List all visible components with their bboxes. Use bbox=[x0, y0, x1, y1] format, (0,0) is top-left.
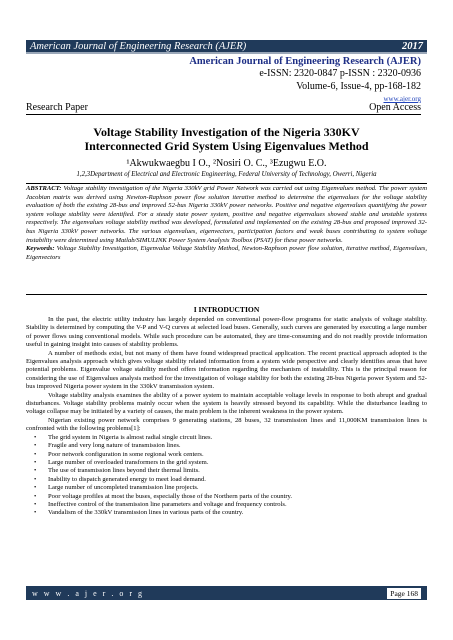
page-footer bbox=[26, 586, 427, 600]
list-item: • The grid system in Nigeria is almost radial single circuit lines. bbox=[34, 433, 213, 441]
title-line-1: Voltage Stability Investigation of the Nigeria 330KV bbox=[93, 125, 360, 139]
banner-journal-name: American Journal of Engineering Research (AJER) bbox=[30, 40, 247, 52]
footer-url[interactable]: w w w . a j e r . o r g bbox=[32, 588, 144, 598]
keywords-label: Keywords: bbox=[26, 245, 55, 253]
list-item: • Vandalism of the 330kV transmission lines in various parts of the country. bbox=[34, 509, 244, 517]
page-number: Page 168 bbox=[387, 588, 421, 599]
banner-year: 2017 bbox=[402, 40, 423, 52]
bullet-icon: • bbox=[34, 467, 37, 475]
intro-paragraph-1: In the past, the electric utility industry has largely depended on conventional power-flow programs for static analysis of voltage stability. Stability is determined by computing the V-P and V-Q curves at selected load buses. Generally, such curves are generated by executing a large number of power flows using conventional models. While such procedure can be automated, they are time-consuming and do not readily provide information useful in gaining insight into causes of stability problems. bbox=[26, 316, 427, 349]
paper-type: Research Paper bbox=[26, 102, 88, 113]
bullet-icon: • bbox=[34, 500, 37, 508]
volume-line: Volume-6, Issue-4, pp-168-182 bbox=[296, 81, 421, 92]
bullet-icon: • bbox=[34, 484, 37, 492]
section-heading: I INTRODUCTION bbox=[193, 305, 260, 314]
journal-site-link[interactable]: www.ajer.org bbox=[383, 95, 421, 103]
bullet-icon: • bbox=[34, 458, 37, 466]
abstract-top-rule bbox=[26, 183, 427, 184]
affiliation: 1,2,3Department of Electrical and Electronic Engineering, Federal University of Technology, Owerri, Nigeria bbox=[76, 171, 377, 178]
list-item: • Fragile and very long nature of transmission lines. bbox=[34, 442, 181, 450]
list-item: • Ineffective control of the transmission line parameters and voltage and frequency controls. bbox=[34, 500, 287, 508]
list-item: • Poor voltage profiles at most the buses, especially those of the Northern parts of the country. bbox=[34, 492, 293, 500]
title-line-2: Interconnected Grid System Using Eigenvalues Method bbox=[84, 139, 369, 153]
paper-type-bar bbox=[26, 102, 421, 115]
bullet-icon: • bbox=[34, 450, 37, 458]
intro-body bbox=[26, 316, 427, 518]
bullet-icon: • bbox=[34, 509, 37, 517]
paper-title bbox=[26, 125, 427, 153]
abstract-text: Voltage stability investigation of the Nigeria 330kV grid Power Network was carried out using Eigenvalues method. The power system Jacobian matrix was derived using Newton-Raphson power flow solution iterative method to determine the eigenvalues for the voltage stability evaluation of both the existing 28-bus and improved 52-bus Nigeria 330kV power networks. Positive and negative eigenvalues quantifying the power system voltage stability were identified. For a steady state power system, positive and negative eigenvalues showed stable and unstable systems respectively. The eigenvalues voltage stability method was developed, formulated and implemented on the existing 28-bus and proposed improved 32-bus Nigeria 330kV power networks. The various eigenvalues, eigenvectors, participation factors and weak buses contributing to system voltage instability were determined using Matlab/SIMULINK Power System Analysis Toolbox (PSAT) for these power networks. bbox=[26, 185, 427, 244]
journal-banner bbox=[26, 40, 427, 54]
list-item: • The use of transmission lines beyond their thermal limits. bbox=[34, 467, 200, 475]
abstract-bottom-rule bbox=[26, 294, 427, 295]
list-item: • Poor network configuration in some regional work centers. bbox=[34, 450, 204, 458]
problem-list bbox=[26, 434, 427, 518]
abstract-block bbox=[26, 185, 427, 262]
journal-name: American Journal of Engineering Research (AJER) bbox=[189, 56, 421, 67]
bullet-icon: • bbox=[34, 475, 37, 483]
list-item: • Large number of overloaded transformers in the grid system. bbox=[34, 458, 209, 466]
open-access-label: Open Access bbox=[369, 102, 421, 113]
intro-paragraph-4: Nigerian existing power network comprises 9 generating stations, 28 buses, 32 transmission lines and 11,000KM transmission lines is confronted with the following problems[1]: bbox=[26, 416, 427, 433]
list-item: • Inability to dispatch generated energy to meet load demand. bbox=[34, 475, 206, 483]
intro-paragraph-2: A number of methods exist, but not many of them have found widespread practical application. The recent practical approach adopted is the Eigenvalues analysis approach which gives voltage stability related information from a system wide perspective and clearly identifies areas that have potential problems. Eigenvalue voltage stability method offers information regarding the mechanism of instability. This is the principal reason for considering the use of Eigenvalues analysis method for the investigation of voltage stability for both the existing 28-bus Nigeria power System and 52-bus improved Nigeria power system in the 330kV transmission system. bbox=[26, 349, 427, 391]
list-item: • Large number of uncompleted transmission line projects. bbox=[34, 484, 199, 492]
keywords-text: Voltage Stability Investigation, Eigenvalue Voltage Stability Method, Newton-Raphson power flow solution, iterative method, Eigenvalues, Eigenvectors bbox=[26, 245, 427, 261]
issn-line: e-ISSN: 2320-0847 p-ISSN : 2320-0936 bbox=[259, 68, 421, 79]
bullet-icon: • bbox=[34, 433, 37, 441]
bullet-icon: • bbox=[34, 442, 37, 450]
authors: ¹Akwukwaegbu I O., ²Nosiri O. C., ³Ezugwu E.O. bbox=[126, 158, 327, 169]
bullet-icon: • bbox=[34, 492, 37, 500]
intro-paragraph-3: Voltage stability analysis examines the ability of a power system to maintain acceptable voltage levels in response to both abrupt and gradual disturbances. Voltage stability problems mainly occur when the system is heavily stressed beyond its capability. While the disturbance leading to voltage collapse may be initiated by a variety of causes, the main problem is the inherent weakness in the power system. bbox=[26, 391, 427, 416]
abstract-label: ABSTRACT: bbox=[26, 185, 62, 192]
